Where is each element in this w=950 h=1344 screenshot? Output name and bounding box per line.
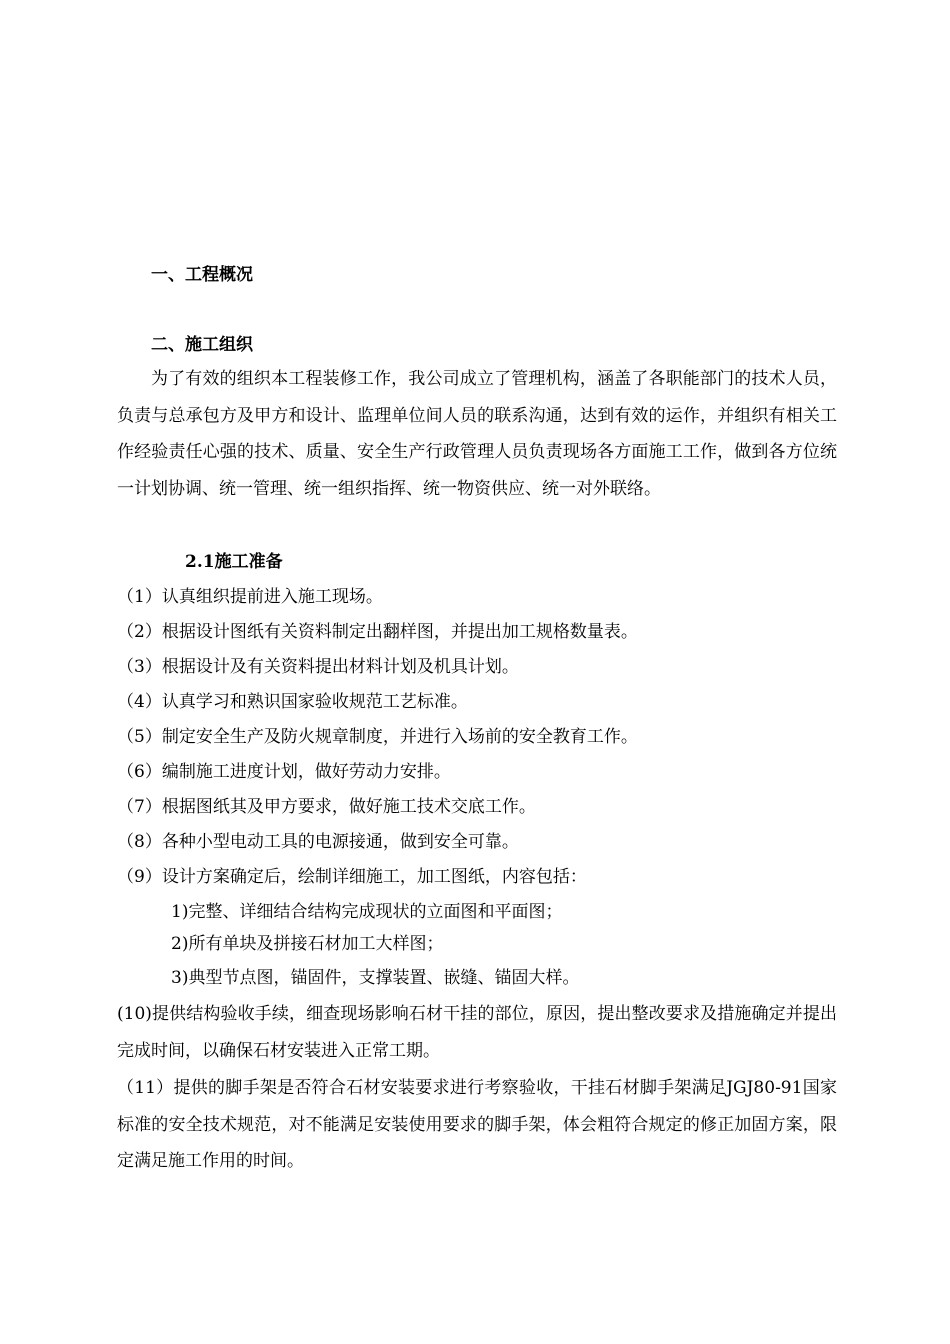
list-item: （8）各种小型电动工具的电源接通，做到安全可靠。 <box>117 832 519 852</box>
section-1-heading: 一、工程概况 <box>151 265 253 285</box>
section-2-paragraph: 为了有效的组织本工程装修工作，我公司成立了管理机构，涵盖了各职能部门的技术人员，负责与总承包方及甲方和设计、监理单位间人员的联系沟通，达到有效的运作，并组织有相关工作经验责任心强的技术、质量、安全生产行政管理人员负责现场各方面施工工作，做到各方位统一计划协调、统一管理、统一组织指挥、统一物资供应、统一对外联络。 <box>117 369 837 499</box>
list-item: （1）认真组织提前进入施工现场。 <box>117 587 383 607</box>
list-item-11: （11）提供的脚手架是否符合石材安装要求进行考察验收，干挂石材脚手架满足JGJ80-91国家标准的安全技术规范，对不能满足安装使用要求的脚手架，体会粗符合规定的修正加固方案，限定满足施工作用的时间。 <box>117 1078 837 1171</box>
list-item: （3）根据设计及有关资料提出材料计划及机具计划。 <box>117 657 519 677</box>
list-item: （6）编制施工进度计划，做好劳动力安排。 <box>117 762 451 782</box>
list-item: （9）设计方案确定后，绘制详细施工，加工图纸，内容包括： <box>117 867 587 887</box>
sub-list-item: 2)所有单块及拼接石材加工大样图； <box>171 934 444 954</box>
list-item: （4）认真学习和熟识国家验收规范工艺标准。 <box>117 692 468 712</box>
list-item-10: (10)提供结构验收手续，细查现场影响石材干挂的部位，原因，提出整改要求及措施确定并提出完成时间，以确保石材安装进入正常工期。 <box>117 1004 837 1061</box>
section-2-1-heading: 2.1施工准备 <box>185 552 283 572</box>
list-item: （7）根据图纸其及甲方要求，做好施工技术交底工作。 <box>117 797 536 817</box>
section-2-heading: 二、施工组织 <box>151 335 253 355</box>
sub-list-item: 3)典型节点图，锚固件，支撑装置、嵌缝、锚固大样。 <box>171 968 580 988</box>
sub-list-item: 1)完整、详细结合结构完成现状的立面图和平面图； <box>171 902 563 922</box>
list-item: （5）制定安全生产及防火规章制度，并进行入场前的安全教育工作。 <box>117 727 638 747</box>
list-item: （2）根据设计图纸有关资料制定出翻样图，并提出加工规格数量表。 <box>117 622 638 642</box>
